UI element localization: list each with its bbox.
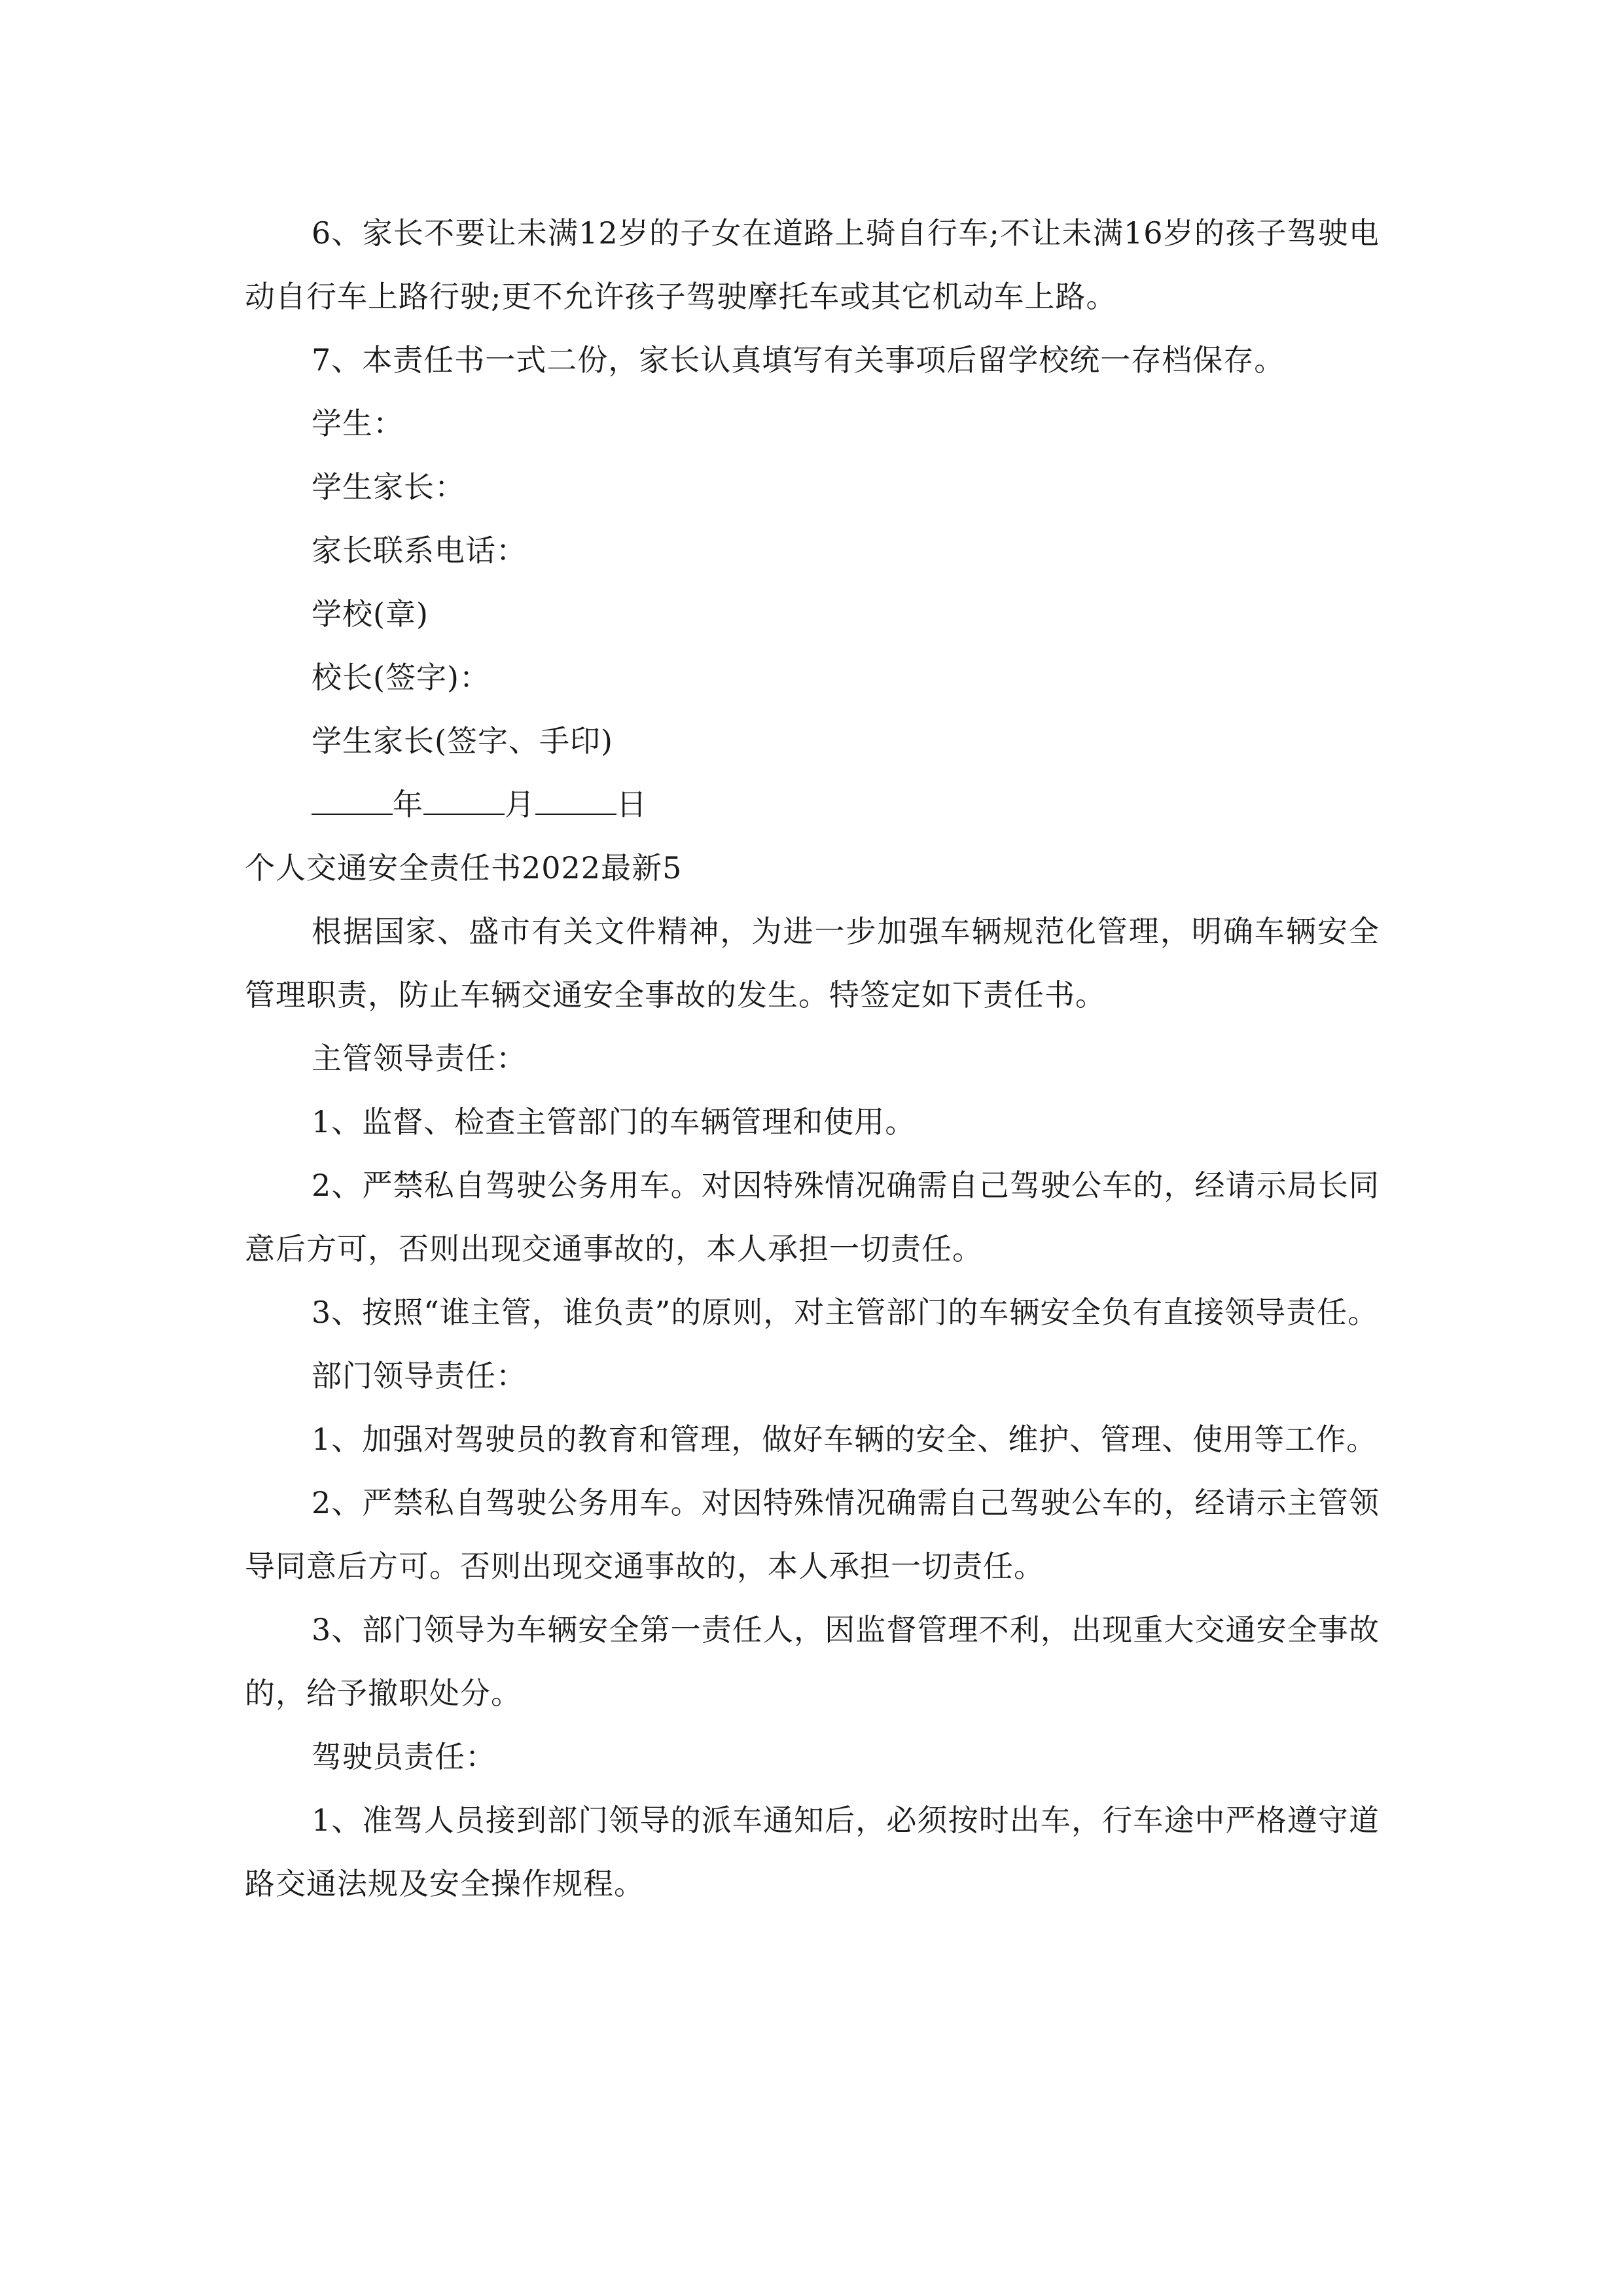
heading-driver-duty: 驾驶员责任： [312,1739,496,1774]
field-parent-signature: 学生家长(签字、手印) [312,723,613,759]
field-parent: 学生家长： [312,469,465,505]
section-title: 个人交通安全责任书2022最新5 [245,850,683,886]
department-item-1: 1、加强对驾驶员的教育和管理，做好车辆的安全、维护、管理、使用等工作。 [312,1422,1378,1457]
heading-department-duty: 部门领导责任： [312,1358,527,1393]
field-school-seal: 学校(章) [312,596,429,632]
year-blank [312,787,393,815]
body-intro: 根据国家、盛市有关文件精神，为进一步加强车辆规范化管理，明确车辆安全管理职责，防止车辆交通安全事故的发生。特签定如下责任书。 [245,914,1380,1013]
supervisor-item-2: 2、严禁私自驾驶公务用车。对因特殊情况确需自己驾驶公车的，经请示局长同意后方可，否则出现交通事故的，本人承担一切责任。 [245,1168,1380,1266]
heading-supervisor-duty: 主管领导责任： [312,1041,527,1076]
supervisor-item-3: 3、按照“谁主管，谁负责”的原则，对主管部门的车辆安全负有直接领导责任。 [312,1295,1379,1330]
supervisor-item-1: 1、监督、检查主管部门的车辆管理和使用。 [312,1104,916,1139]
paragraph-item-7: 7、本责任书一式二份，家长认真填写有关事项后留学校统一存档保存。 [312,342,1285,378]
day-blank [535,787,616,815]
month-label: 月 [505,787,535,822]
field-parent-phone: 家长联系电话： [312,533,527,568]
document-content [245,202,1380,1916]
department-item-3: 3、部门领导为车辆安全第一责任人，因监督管理不利，出现重大交通安全事故的，给予撤职处分。 [245,1612,1380,1711]
driver-item-1: 1、准驾人员接到部门领导的派车通知后，必须按时出车，行车途中严格遵守道路交通法规及安全操作规程。 [245,1803,1380,1901]
paragraph-item-6: 6、家长不要让未满12岁的子女在道路上骑自行车;不让未满16岁的孩子驾驶电动自行车上路行驶;更不允许孩子驾驶摩托车或其它机动车上路。 [245,215,1380,314]
date-line [245,773,1380,836]
day-label: 日 [616,787,647,822]
month-blank [423,787,505,815]
field-principal-signature: 校长(签字)： [312,660,490,695]
department-item-2: 2、严禁私自驾驶公务用车。对因特殊情况确需自己驾驶公车的，经请示主管领导同意后方可。否则出现交通事故的，本人承担一切责任。 [245,1485,1380,1584]
field-student: 学生： [312,406,404,441]
year-label: 年 [393,787,423,822]
